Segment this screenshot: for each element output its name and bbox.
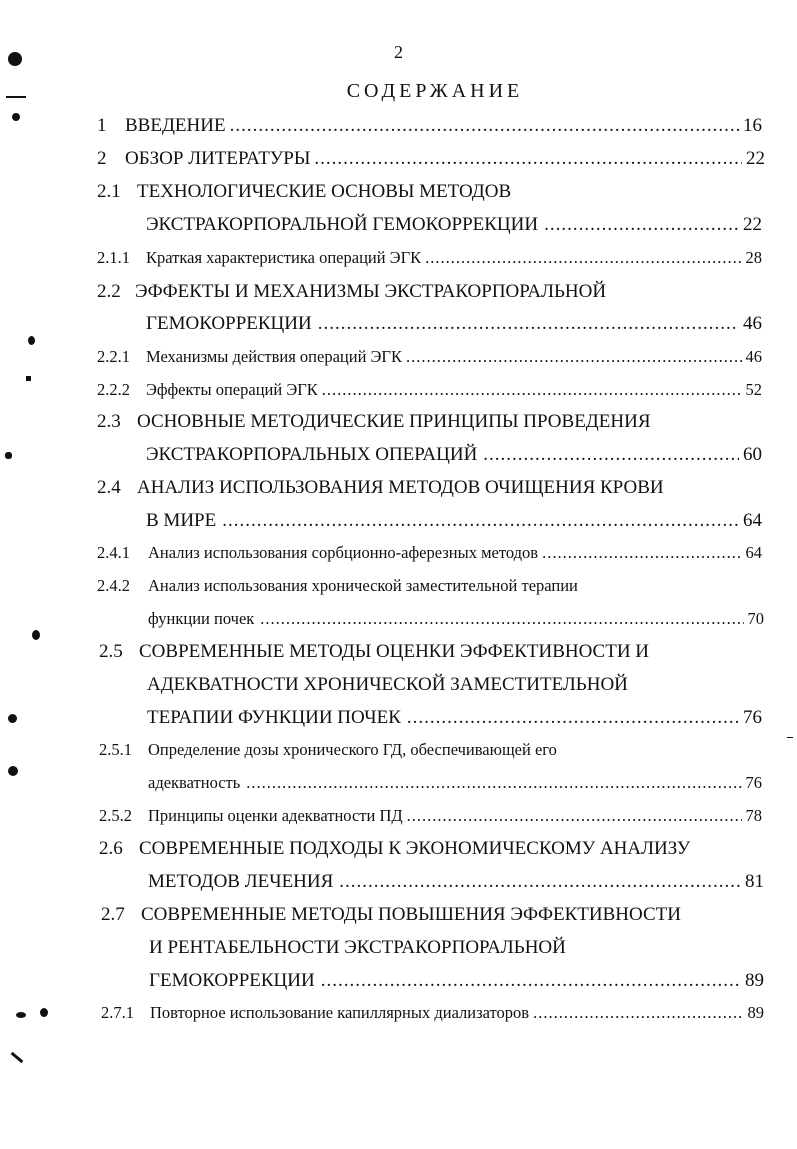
toc-entry-2-5	[99, 641, 649, 663]
entry-page: 89	[747, 1003, 764, 1022]
entry-number: 2.7	[101, 904, 125, 925]
entry-title: СОВРЕМЕННЫЕ МЕТОДЫ ПОВЫШЕНИЯ ЭФФЕКТИВНОСТИ	[141, 904, 681, 925]
dot-leader	[407, 806, 742, 826]
dot-leader	[406, 347, 742, 367]
entry-page: 28	[745, 248, 762, 267]
entry-number: 2.4	[97, 477, 121, 498]
entry-page: 78	[745, 806, 762, 825]
entry-title-continuation: ГЕМОКОРРЕКЦИИ	[146, 313, 312, 334]
toc-entry-2-7-continuation-a	[149, 937, 566, 959]
entry-number: 2.7.1	[101, 1003, 134, 1022]
entry-title: ВВЕДЕНИЕ	[125, 115, 226, 136]
dot-leader	[544, 214, 739, 236]
toc-entry-2-2-continuation	[146, 313, 762, 335]
entry-title: Повторное использование капиллярных диализаторов	[150, 1003, 530, 1022]
entry-page: 76	[743, 707, 762, 728]
scan-speck	[26, 376, 31, 381]
toc-entry-2-2-1	[97, 347, 762, 367]
entry-title: Анализ использования сорбционно-аферезных методов	[148, 543, 539, 562]
scan-speck	[8, 52, 22, 66]
toc-entry-2-3	[97, 411, 651, 433]
scan-speck	[5, 452, 12, 459]
entry-title-continuation: В МИРЕ	[146, 510, 217, 531]
entry-page: 22	[743, 214, 762, 235]
scan-speck	[787, 737, 793, 738]
scan-speck	[6, 96, 26, 98]
entry-title: Краткая характеристика операций ЭГК	[146, 248, 422, 267]
entry-title: ОСНОВНЫЕ МЕТОДИЧЕСКИЕ ПРИНЦИПЫ ПРОВЕДЕНИЯ	[137, 411, 651, 432]
entry-title-continuation: функции почек	[148, 609, 255, 628]
entry-number: 2.2.1	[97, 347, 130, 366]
toc-entry-2-1	[97, 181, 511, 203]
entry-title-continuation: ЭКСТРАКОРПОРАЛЬНОЙ ГЕМОКОРРЕКЦИИ	[146, 214, 539, 235]
entry-title-continuation: ГЕМОКОРРЕКЦИИ	[149, 970, 315, 991]
entry-title-continuation: адекватность	[148, 773, 241, 792]
entry-title-continuation: ЭКСТРАКОРПОРАЛЬНЫХ ОПЕРАЦИЙ	[146, 444, 478, 465]
scan-speck	[32, 630, 40, 640]
entry-number: 2.2	[97, 281, 121, 302]
entry-title: Принципы оценки адекватности ПД	[148, 806, 403, 825]
toc-entry-2-1-1	[97, 248, 762, 268]
dot-leader	[542, 543, 741, 563]
entry-title: АНАЛИЗ ИСПОЛЬЗОВАНИЯ МЕТОДОВ ОЧИЩЕНИЯ КРОВИ	[137, 477, 664, 498]
entry-page: 46	[743, 313, 762, 334]
entry-page: 81	[745, 871, 764, 892]
toc-entry-2-1-continuation	[146, 214, 762, 236]
entry-page: 64	[743, 510, 762, 531]
entry-title-continuation: МЕТОДОВ ЛЕЧЕНИЯ	[148, 871, 334, 892]
entry-number: 2.2.2	[97, 380, 130, 399]
entry-number: 1	[97, 115, 107, 136]
entry-title: Анализ использования хронической заместительной терапии	[148, 576, 578, 595]
scan-speck	[8, 714, 17, 723]
dot-leader	[222, 510, 739, 532]
toc-entry-2-7-1	[101, 1003, 764, 1023]
scan-speck	[16, 1012, 26, 1018]
entry-number: 2.6	[99, 838, 123, 859]
toc-entry-2-4-continuation	[146, 510, 762, 532]
entry-title: ЭФФЕКТЫ И МЕХАНИЗМЫ ЭКСТРАКОРПОРАЛЬНОЙ	[135, 281, 607, 302]
scan-speck	[8, 766, 18, 776]
entry-title: ТЕХНОЛОГИЧЕСКИЕ ОСНОВЫ МЕТОДОВ	[137, 181, 512, 202]
dot-leader	[260, 609, 743, 629]
toc-entry-2-2	[97, 281, 606, 303]
toc-entry-2-4-1	[97, 543, 762, 563]
dot-leader	[322, 380, 742, 400]
entry-page: 16	[743, 115, 762, 136]
entry-title: Механизмы действия операций ЭГК	[146, 347, 402, 366]
entry-title-continuation: И РЕНТАБЕЛЬНОСТИ ЭКСТРАКОРПОРАЛЬНОЙ	[149, 937, 566, 958]
entry-page: 64	[745, 543, 762, 562]
entry-page: 89	[745, 970, 764, 991]
entry-number: 2.1	[97, 181, 121, 202]
toc-entry-2-7-continuation-b	[149, 970, 764, 992]
entry-page: 70	[747, 609, 764, 628]
toc-entry-2-5-continuation-b	[147, 707, 762, 729]
entry-title: СОВРЕМЕННЫЕ МЕТОДЫ ОЦЕНКИ ЭФФЕКТИВНОСТИ И	[139, 641, 650, 662]
entry-number: 2.4.1	[97, 543, 130, 562]
entry-title: СОВРЕМЕННЫЕ ПОДХОДЫ К ЭКОНОМИЧЕСКОМУ АНАЛИЗУ	[139, 838, 691, 859]
entry-number: 2.5.2	[99, 806, 132, 825]
toc-entry-2-3-continuation	[146, 444, 762, 466]
entry-page: 52	[745, 380, 762, 399]
toc-entry-2-4	[97, 477, 664, 499]
toc-entry-2-5-1	[99, 740, 557, 760]
entry-page: 60	[743, 444, 762, 465]
entry-title: Эффекты операций ЭГК	[146, 380, 318, 399]
scan-speck	[11, 1052, 24, 1063]
dot-leader	[230, 115, 739, 137]
dot-leader	[321, 970, 741, 992]
dot-leader	[314, 148, 742, 170]
entry-title-continuation: АДЕКВАТНОСТИ ХРОНИЧЕСКОЙ ЗАМЕСТИТЕЛЬНОЙ	[147, 674, 628, 695]
entry-title: ОБЗОР ЛИТЕРАТУРЫ	[125, 148, 311, 169]
entry-number: 2.5.1	[99, 740, 132, 759]
entry-number: 2	[97, 148, 107, 169]
entry-number: 2.4.2	[97, 576, 130, 595]
toc-entry-2-5-1-continuation	[148, 773, 762, 793]
entry-page: 22	[746, 148, 765, 169]
toc-entry-2-6	[99, 838, 690, 860]
toc-entry-2-7	[101, 904, 681, 926]
toc-entry-2-5-2	[99, 806, 762, 826]
toc-entry-2-6-continuation	[148, 871, 764, 893]
entry-number: 2.5	[99, 641, 123, 662]
entry-number: 2.1.1	[97, 248, 130, 267]
dot-leader	[318, 313, 739, 335]
dot-leader	[407, 707, 739, 729]
toc-entry-2-5-continuation-a	[147, 674, 628, 696]
scan-speck	[40, 1008, 48, 1017]
dot-leader	[533, 1003, 743, 1023]
toc-entry-2-2-2	[97, 380, 762, 400]
dot-leader	[339, 871, 741, 893]
toc-title: СОДЕРЖАНИЕ	[346, 80, 524, 102]
entry-title: Определение дозы хронического ГД, обеспечивающей его	[148, 740, 557, 759]
entry-number: 2.3	[97, 411, 121, 432]
toc-entry-2-4-2	[97, 576, 578, 596]
dot-leader	[483, 444, 739, 466]
toc-entry-2	[97, 148, 765, 170]
toc-entry-2-4-2-continuation	[148, 609, 764, 629]
scan-speck	[28, 336, 35, 345]
page-number: 2	[394, 42, 403, 62]
dot-leader	[425, 248, 741, 268]
entry-page: 76	[745, 773, 762, 792]
entry-page: 46	[745, 347, 762, 366]
dot-leader	[246, 773, 741, 793]
scan-speck	[12, 113, 20, 121]
entry-title-continuation: ТЕРАПИИ ФУНКЦИИ ПОЧЕК	[147, 707, 401, 728]
toc-entry-1	[97, 115, 762, 137]
